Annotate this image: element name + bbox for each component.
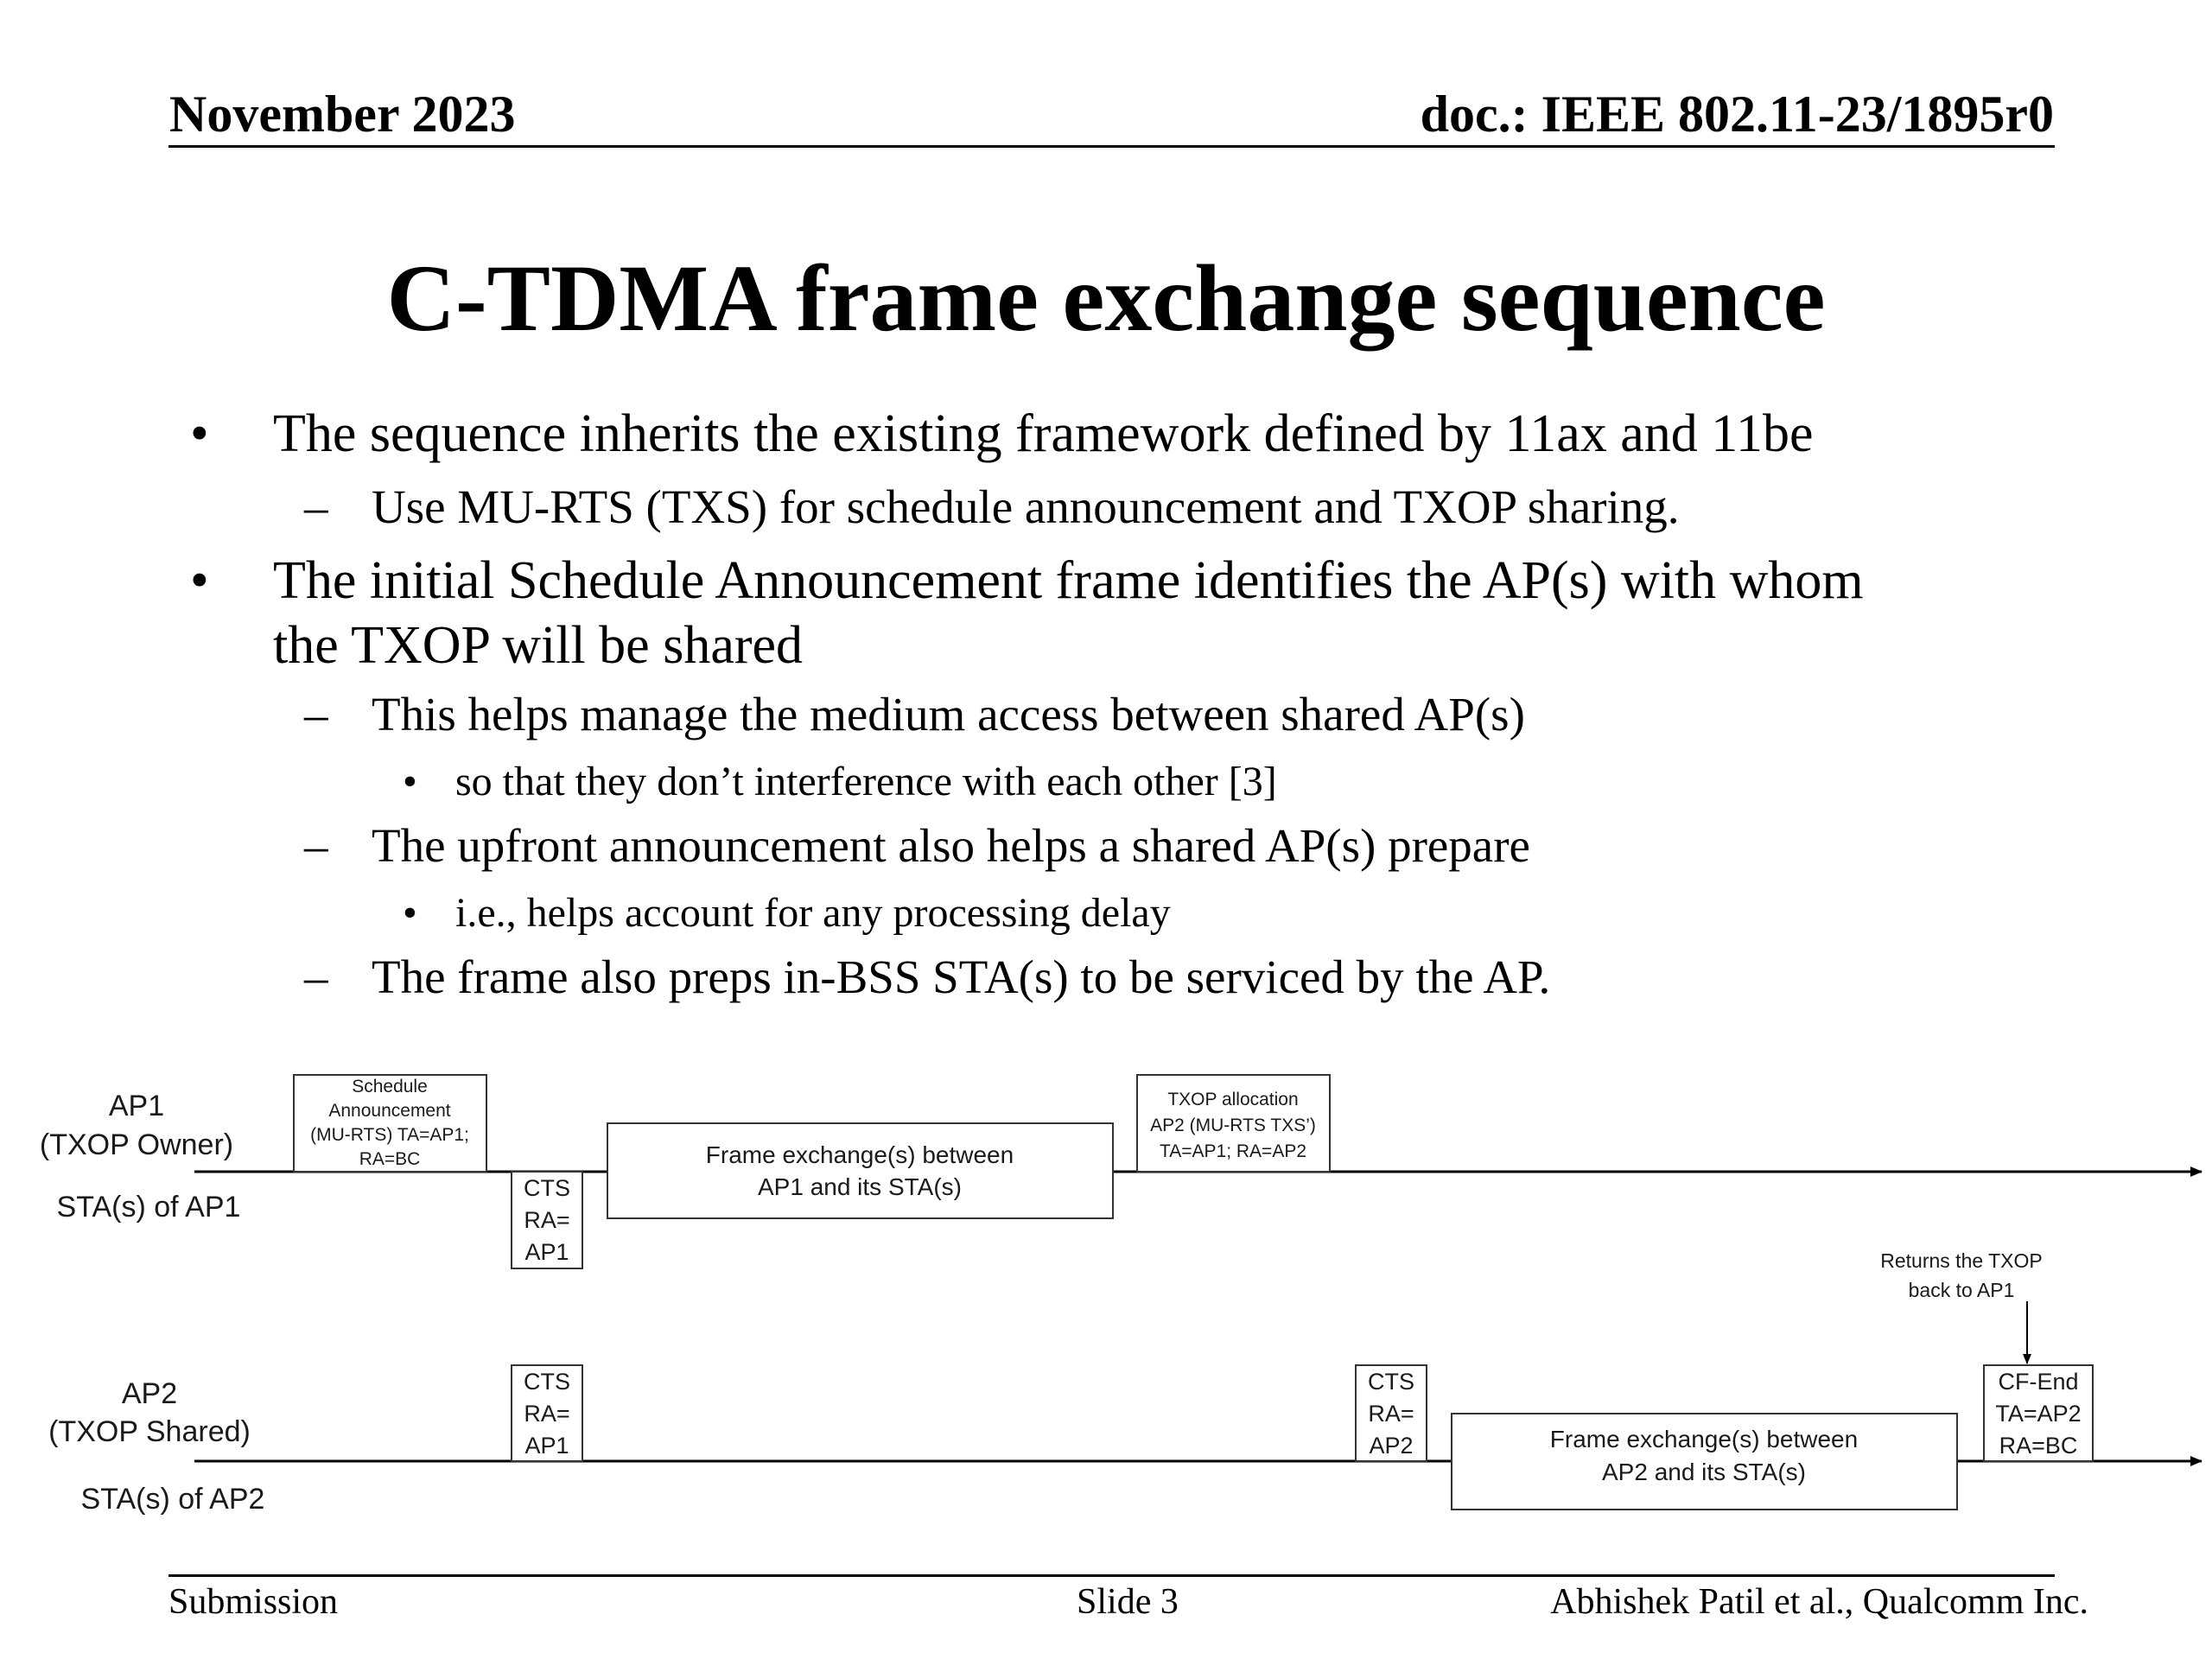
box-text: CTS — [1368, 1369, 1414, 1395]
ap2-role-label: (TXOP Shared) — [48, 1415, 251, 1448]
sta-ap1-label: STA(s) of AP1 — [56, 1191, 241, 1224]
box-text: RA= — [1368, 1401, 1414, 1427]
box-text: CTS — [524, 1175, 570, 1201]
bullet-marker: • — [403, 890, 417, 936]
ap2-label: AP2 — [121, 1377, 178, 1410]
box-text: Frame exchange(s) between — [705, 1141, 1014, 1168]
box-text: Announcement — [328, 1101, 451, 1121]
txop-allocation-box — [1137, 1075, 1330, 1172]
cf-end-box — [1984, 1365, 2093, 1461]
footer-submission: Submission — [168, 1582, 339, 1622]
bullet-marker: • — [190, 404, 209, 463]
dash-marker: – — [304, 950, 328, 1003]
box-text: TA=AP1; RA=AP2 — [1159, 1141, 1307, 1161]
sub-sub-bullet-text: so that they don’t interference with each other [3] — [455, 759, 1277, 804]
footer-slide-number: Slide 3 — [1077, 1582, 1179, 1622]
box-text: AP1 — [524, 1239, 569, 1265]
sub-bullet-text: The frame also preps in-BSS STA(s) to be serviced by the AP. — [372, 950, 1551, 1003]
frame-exchange-ap2-box — [1452, 1414, 1957, 1510]
cts-ap2-response-box — [512, 1365, 582, 1461]
box-text: AP1 and its STA(s) — [757, 1173, 963, 1200]
bullet-marker: • — [403, 759, 417, 804]
box-text: Frame exchange(s) between — [1549, 1426, 1859, 1452]
box-text: AP1 — [524, 1433, 569, 1459]
box-text: (MU-RTS) TA=AP1; — [310, 1125, 469, 1145]
box-text: Schedule — [352, 1077, 428, 1096]
ap1-label: AP1 — [108, 1090, 165, 1122]
cts-ap1-box — [512, 1172, 582, 1268]
box-text: AP2 — [1369, 1433, 1414, 1459]
footer-author: Abhishek Patil et al., Qualcomm Inc. — [1550, 1582, 2088, 1622]
header-doc-id: doc.: IEEE 802.11-23/1895r0 — [1420, 86, 2054, 143]
box-text: CTS — [524, 1369, 570, 1395]
dash-marker: – — [304, 480, 328, 533]
sub-bullet-text: Use MU-RTS (TXS) for schedule announcement and TXOP sharing. — [372, 480, 1680, 533]
sub-sub-bullet-text: i.e., helps account for any processing delay — [455, 890, 1171, 936]
box-text: RA=BC — [1999, 1433, 2078, 1459]
bullet-marker: • — [190, 551, 209, 610]
frame-exchange-ap1-box — [607, 1123, 1113, 1218]
dash-marker: – — [304, 688, 328, 741]
footer-divider — [168, 1574, 2055, 1577]
dash-marker: – — [304, 819, 328, 872]
box-text: CF-End — [1998, 1369, 2079, 1395]
cts-ap2-box — [1356, 1365, 1427, 1461]
box-text: RA= — [524, 1207, 570, 1233]
schedule-announcement-box — [294, 1075, 486, 1172]
box-text: RA= — [524, 1401, 570, 1427]
returns-txop-note-line2: back to AP1 — [1908, 1279, 2015, 1301]
returns-txop-note-line1: Returns the TXOP — [1880, 1249, 2043, 1272]
sub-bullet-text: The upfront announcement also helps a shared AP(s) prepare — [372, 819, 1530, 872]
ap1-role-label: (TXOP Owner) — [39, 1128, 234, 1161]
bullet-text-line-1: The initial Schedule Announcement frame identifies the AP(s) with whom — [273, 551, 1864, 610]
slide-title: C-TDMA frame exchange sequence — [386, 245, 1826, 351]
box-text: AP2 and its STA(s) — [1601, 1459, 1807, 1485]
bullet-text: The sequence inherits the existing framework defined by 11ax and 11be — [273, 404, 1814, 463]
sta-ap2-label: STA(s) of AP2 — [80, 1483, 265, 1516]
box-text: AP2 (MU-RTS TXS’) — [1150, 1116, 1316, 1135]
box-text: RA=BC — [359, 1149, 421, 1169]
box-text: TXOP allocation — [1167, 1090, 1299, 1109]
box-text: TA=AP2 — [1995, 1401, 2082, 1427]
header-date: November 2023 — [169, 86, 516, 143]
sub-bullet-text: This helps manage the medium access between shared AP(s) — [372, 688, 1525, 741]
bullet-text-line-2: the TXOP will be shared — [273, 616, 804, 675]
